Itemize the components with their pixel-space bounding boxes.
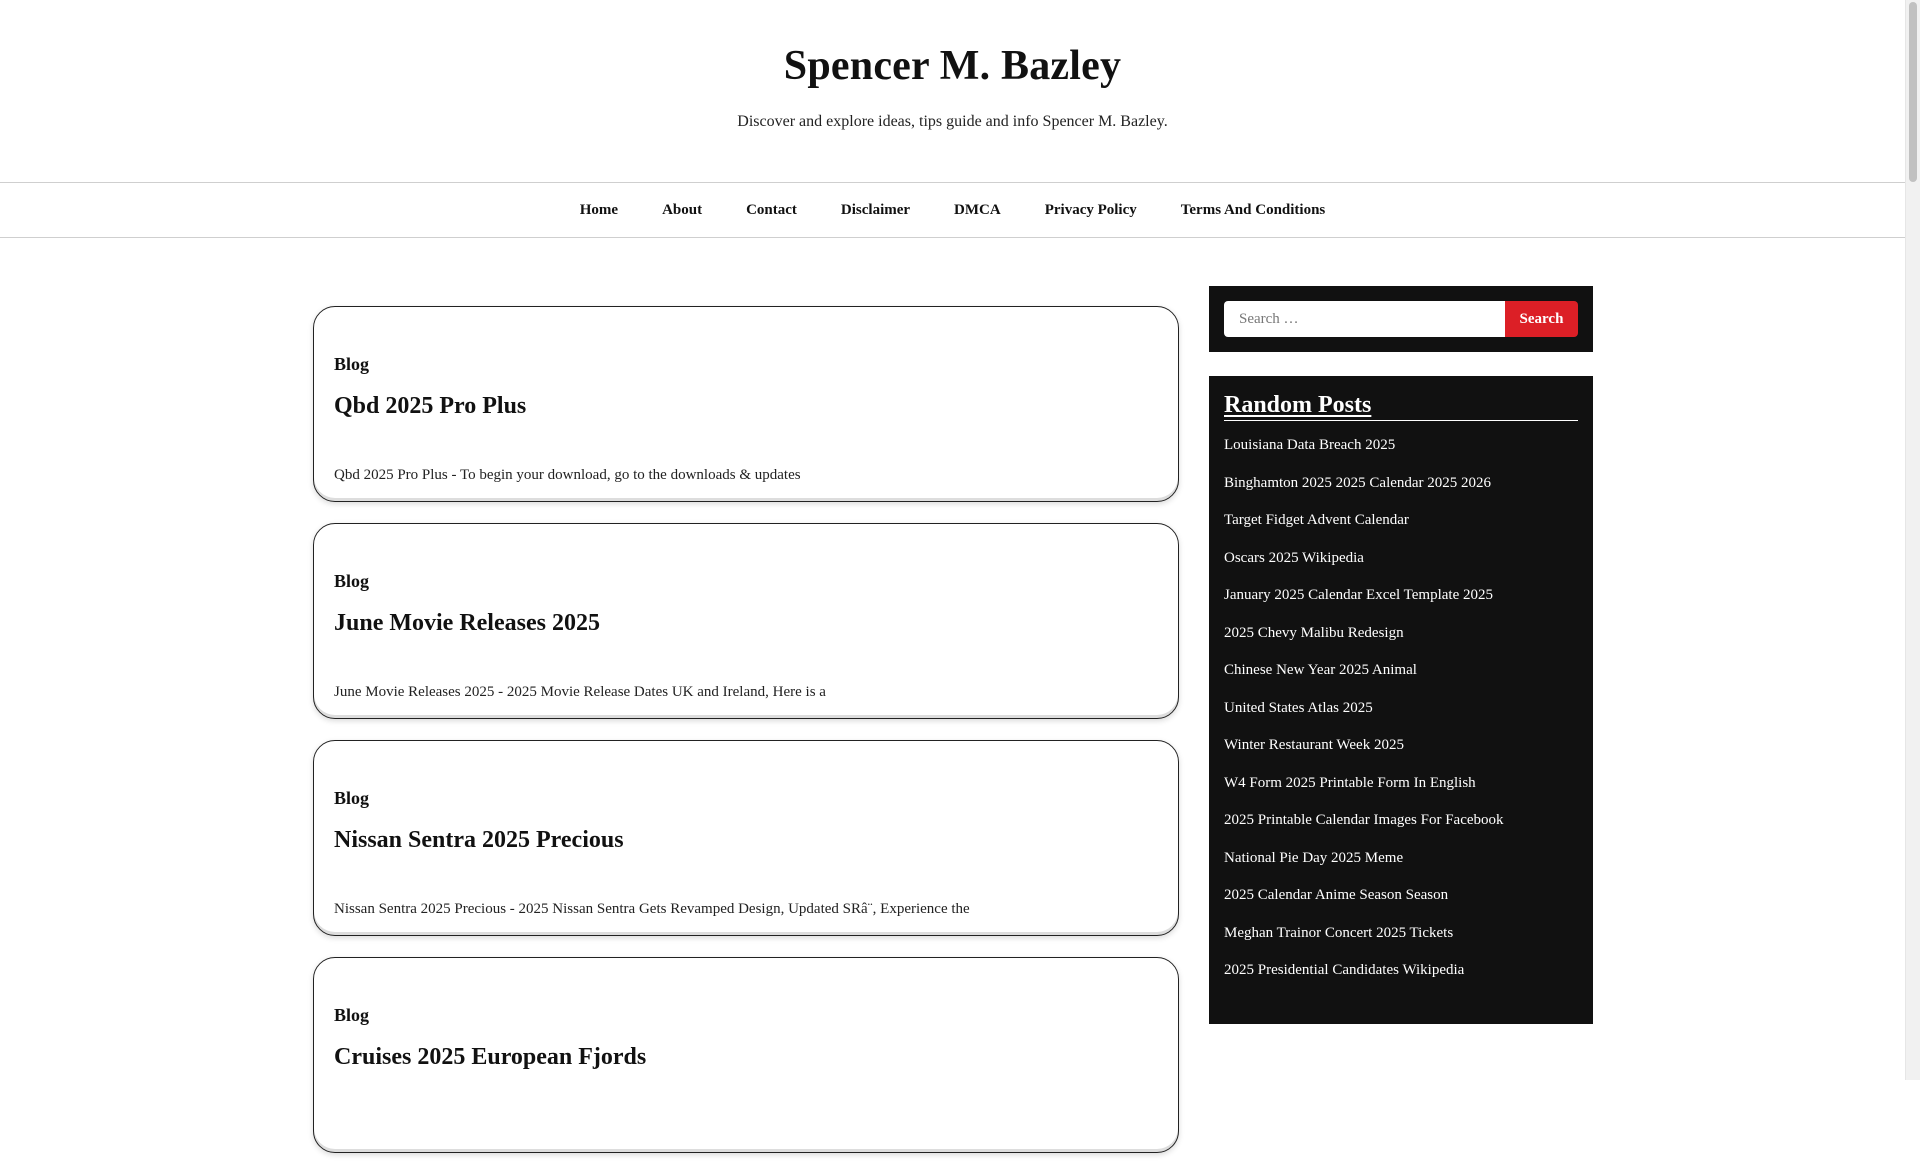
random-post-link[interactable]: Winter Restaurant Week 2025 <box>1224 737 1404 753</box>
random-post-link[interactable]: United States Atlas 2025 <box>1224 699 1373 716</box>
nav-item-dmca[interactable]: DMCA <box>954 202 1001 218</box>
random-posts-list <box>1224 435 1578 980</box>
post-category-link[interactable]: Blog <box>334 354 370 374</box>
random-posts-widget <box>1209 376 1593 1024</box>
post-excerpt: June Movie Releases 2025 - 2025 Movie Release Dates UK and Ireland, Here is a <box>334 684 826 700</box>
post-card <box>313 740 1179 936</box>
random-post-link[interactable]: 2025 Calendar Anime Season Season <box>1224 887 1449 903</box>
random-posts-title: Random Posts <box>1224 390 1578 421</box>
random-post-link[interactable]: Oscars 2025 Wikipedia <box>1224 549 1364 566</box>
post-excerpt: Qbd 2025 Pro Plus - To begin your download, go to the downloads & updates <box>334 467 801 483</box>
random-post-link[interactable]: 2025 Printable Calendar Images For Facebook <box>1224 812 1504 828</box>
scrollbar-thumb[interactable] <box>1909 2 1917 182</box>
nav-item-contact[interactable]: Contact <box>746 202 797 218</box>
random-post-link[interactable]: January 2025 Calendar Excel Template 2025 <box>1224 587 1494 603</box>
page-scrollbar[interactable] <box>1905 0 1920 1080</box>
post-card <box>313 306 1179 502</box>
site-title[interactable]: Spencer M. Bazley <box>783 43 1122 89</box>
main-nav <box>0 182 1905 238</box>
random-post-link[interactable]: 2025 Presidential Candidates Wikipedia <box>1224 962 1465 978</box>
post-category-link[interactable]: Blog <box>334 571 370 591</box>
random-post-link[interactable]: Meghan Trainor Concert 2025 Tickets <box>1224 924 1454 941</box>
post-title-link[interactable]: Nissan Sentra 2025 Precious <box>334 827 624 853</box>
random-post-link[interactable]: National Pie Day 2025 Meme <box>1224 849 1404 866</box>
post-category-link[interactable]: Blog <box>334 788 370 808</box>
post-title-link[interactable]: June Movie Releases 2025 <box>334 610 600 636</box>
post-excerpt: Nissan Sentra 2025 Precious - 2025 Nissan Sentra Gets Revamped Design, Updated SRâ¨, Experience the <box>334 901 970 917</box>
post-category-link[interactable]: Blog <box>334 1005 370 1025</box>
random-post-link[interactable]: Chinese New Year 2025 Animal <box>1224 662 1417 678</box>
sidebar <box>1209 286 1593 1174</box>
search-button[interactable]: Search <box>1505 301 1578 337</box>
site-tagline: Discover and explore ideas, tips guide and info Spencer M. Bazley. <box>737 113 1168 130</box>
random-post-link[interactable]: Louisiana Data Breach 2025 <box>1224 437 1396 453</box>
random-post-link[interactable]: W4 Form 2025 Printable Form In English <box>1224 774 1476 791</box>
random-post-link[interactable]: Target Fidget Advent Calendar <box>1224 512 1409 528</box>
post-title-link[interactable]: Qbd 2025 Pro Plus <box>334 393 527 419</box>
site-header <box>0 0 1905 182</box>
post-title-link[interactable]: Cruises 2025 European Fjords <box>334 1044 647 1070</box>
nav-item-privacy-policy[interactable]: Privacy Policy <box>1044 202 1137 218</box>
nav-item-about[interactable]: About <box>662 202 703 218</box>
nav-list <box>558 182 1348 238</box>
nav-item-terms-and-conditions[interactable]: Terms And Conditions <box>1180 202 1326 218</box>
search-input[interactable] <box>1224 301 1505 337</box>
search-widget <box>1209 286 1593 352</box>
post-card <box>313 957 1179 1153</box>
content-area <box>313 238 1593 1174</box>
random-post-link[interactable]: 2025 Chevy Malibu Redesign <box>1224 624 1404 641</box>
post-list <box>313 306 1179 1174</box>
post-card <box>313 523 1179 719</box>
random-post-link[interactable]: Binghamton 2025 2025 Calendar 2025 2026 <box>1224 474 1492 491</box>
nav-item-home[interactable]: Home <box>579 202 619 218</box>
nav-item-disclaimer[interactable]: Disclaimer <box>840 202 911 218</box>
